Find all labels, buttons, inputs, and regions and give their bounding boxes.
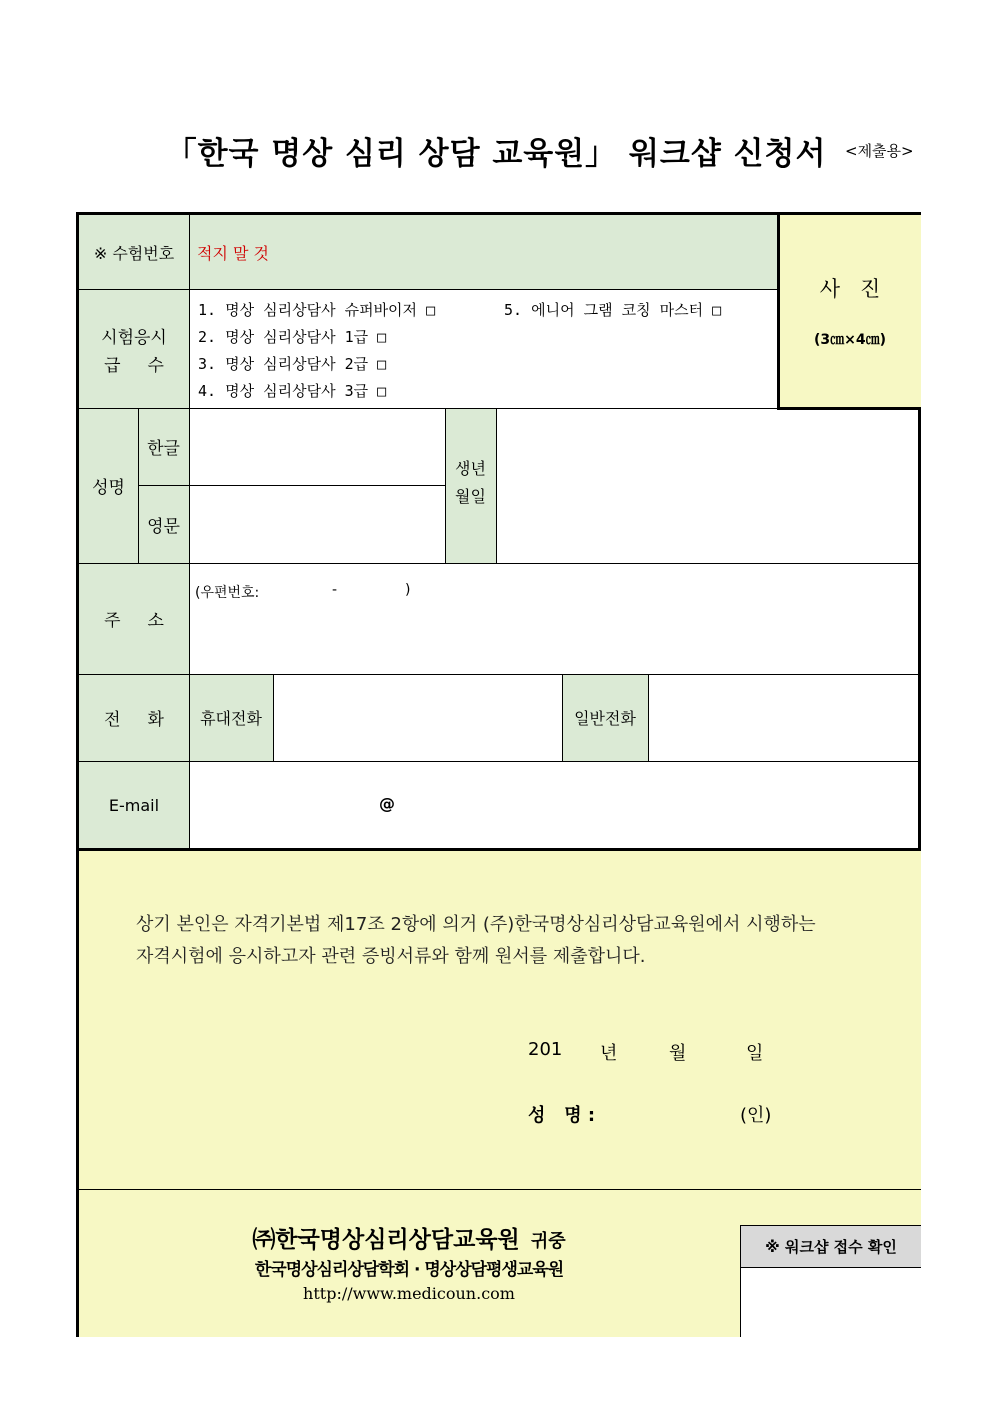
birth-label: 생년 월일 [445,408,496,563]
grade-option[interactable]: 4. 명상 심리상담사 3급 □ [198,382,387,400]
seal-mark: (인) [740,1105,772,1126]
email-label: E-mail [79,761,189,849]
receipt-box[interactable] [741,1225,921,1337]
org-name: ㈜한국명상심리상담교육원 [252,1227,520,1253]
mobile-label: 휴대전화 [189,674,273,761]
postal-dash: - [332,582,338,598]
name-korean-input[interactable] [189,408,445,485]
mobile-input[interactable] [273,674,562,761]
email-input[interactable] [189,761,921,849]
org-suffix: 귀중 [530,1231,566,1252]
grade-label: 시험응시 급 수 [79,289,189,408]
phone-label: 전 화 [79,674,189,761]
date-month-unit: 월 [669,1043,687,1064]
name-english-label: 영문 [138,485,189,563]
photo-label: 사 진 [819,277,881,301]
exam-number-field [189,215,777,289]
name-korean-label: 한글 [138,408,189,485]
org-name-line [79,1221,739,1254]
declaration-line2: 자격시험에 응시하고자 관련 증빙서류와 함께 원서를 제출합니다. [136,946,646,967]
address-input[interactable] [189,563,921,674]
name-label: 성명 [79,408,138,563]
date-year-unit: 년 [600,1043,618,1064]
photo-size: (3㎝×4㎝) [813,332,886,348]
copy-tag: <제출용> [845,142,914,160]
photo-box[interactable] [779,215,921,408]
date-day-unit: 일 [746,1043,764,1064]
exam-number-note: 적지 말 것 [197,244,269,263]
org-url[interactable]: http://www.medicoun.com [303,1284,515,1303]
grade-option[interactable]: 5. 에니어 그램 코칭 마스터 □ [504,301,722,319]
date-year: 201 [528,1039,563,1060]
org-subtitle: 한국명상심리상담학회 · 명상상담평생교육원 [254,1260,564,1280]
receipt-label: ※ 워크샵 접수 확인 [741,1225,921,1267]
landline-input[interactable] [648,674,921,761]
declaration-area [79,849,921,1189]
grade-option[interactable]: 1. 명상 심리상담사 슈퍼바이저 □ [198,301,436,319]
grade-option[interactable]: 3. 명상 심리상담사 2급 □ [198,355,387,373]
email-at: @ [379,794,395,813]
application-form [76,212,921,1337]
landline-label: 일반전화 [562,674,648,761]
sign-label: 성 명 : [528,1105,596,1126]
address-label: 주 소 [79,563,189,674]
declaration-line1: 상기 본인은 자격기본법 제17조 2항에 의거 (주)한국명상심리상담교육원에서 시행하는 [136,914,816,935]
name-english-input[interactable] [189,485,445,563]
postal-suffix: ) [405,582,411,598]
birth-input[interactable] [496,408,921,563]
page-title: 「한국 명상 심리 상담 교육원」 워크샵 신청서 [165,136,827,172]
postal-prefix: (우편번호: [195,585,260,601]
grade-option[interactable]: 2. 명상 심리상담사 1급 □ [198,328,387,346]
grade-options [189,289,777,408]
exam-number-label: ※ 수험번호 [79,215,189,289]
